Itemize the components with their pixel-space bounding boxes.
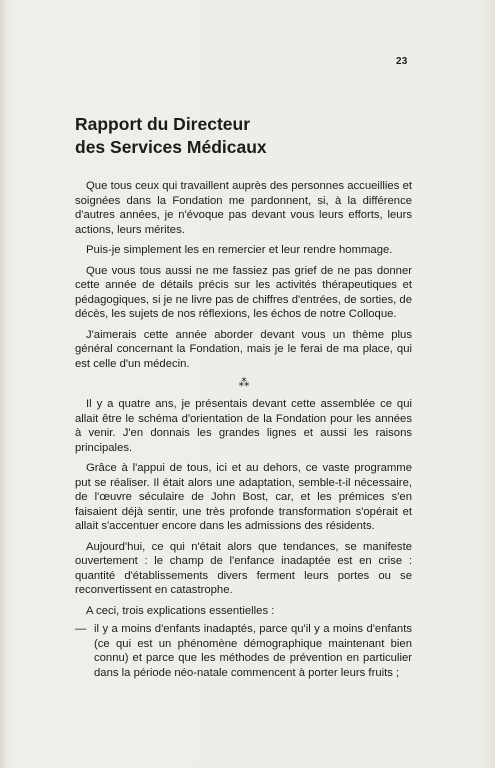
explanation-list xyxy=(75,622,412,680)
paragraph: Puis-je simplement les en remercier et leur rendre hommage. xyxy=(86,244,393,256)
paragraph: Il y a quatre ans, je présentais devant cette assemblée ce qui allait être le schéma d'orientation de la Fondation pour les années à venir. J'en donnais les grandes lignes et aussi les raisons principales. xyxy=(75,398,412,454)
body-text xyxy=(75,179,412,680)
paragraph: A ceci, trois explications essentielles : xyxy=(86,604,275,617)
dash-bullet: — xyxy=(75,623,87,635)
paragraph: Que tous ceux qui travaillent auprès des personnes accueillies et soignées dans la Fondation me pardonnent, si, à la différence d'autres années, je n'évoque pas devant vous leurs efforts, leurs actions, leurs mérites. xyxy=(75,180,412,236)
paragraph: Grâce à l'appui de tous, ici et au dehors, ce vaste programme put se réaliser. Il était alors une adaptation, semble-t-il nécessaire, de l'œuvre séculaire de John Bost, car, et les prémices s'en faisaient déjà sentir, une très profonde transformation s'opérait et allait s'accentuer encore dans les admissions des résidents. xyxy=(75,462,412,532)
section-separator: ⁂ xyxy=(238,377,249,389)
list-item xyxy=(75,622,412,680)
paragraph: Que vous tous aussi ne me fassiez pas grief de ne pas donner cette année de détails précis sur les activités thérapeutiques et pédagogiques, si je ne livre pas de chiffres d'entrées, de sorties, de décès, les sujets de nos réflexions, les échos de notre Colloque. xyxy=(75,264,412,320)
title-line-2: des Services Médicaux xyxy=(75,137,267,157)
title-line-1: Rapport du Directeur xyxy=(75,114,251,134)
paragraph: Aujourd'hui, ce qui n'était alors que tendances, se manifeste ouvertement : le champ de l'enfance inadaptée est en crise : quantité d'établissements divers ferment leurs portes ou se reconvertissent en catastrophe. xyxy=(75,540,412,596)
page-number: 23 xyxy=(396,56,408,67)
paragraph: J'aimerais cette année aborder devant vous un thème plus général concernant la Fondation, mais je le ferai de ma place, qui est celle d'un médecin. xyxy=(75,328,412,370)
page-title xyxy=(75,113,435,159)
list-item-text: il y a moins d'enfants inadaptés, parce qu'il y a moins d'enfants (ce qui est un phénomène démographique maintenant bien connu) et parce que les méthodes de prévention en particulier dans la période néo-natale commencent à porter leurs fruits ; xyxy=(94,623,412,679)
